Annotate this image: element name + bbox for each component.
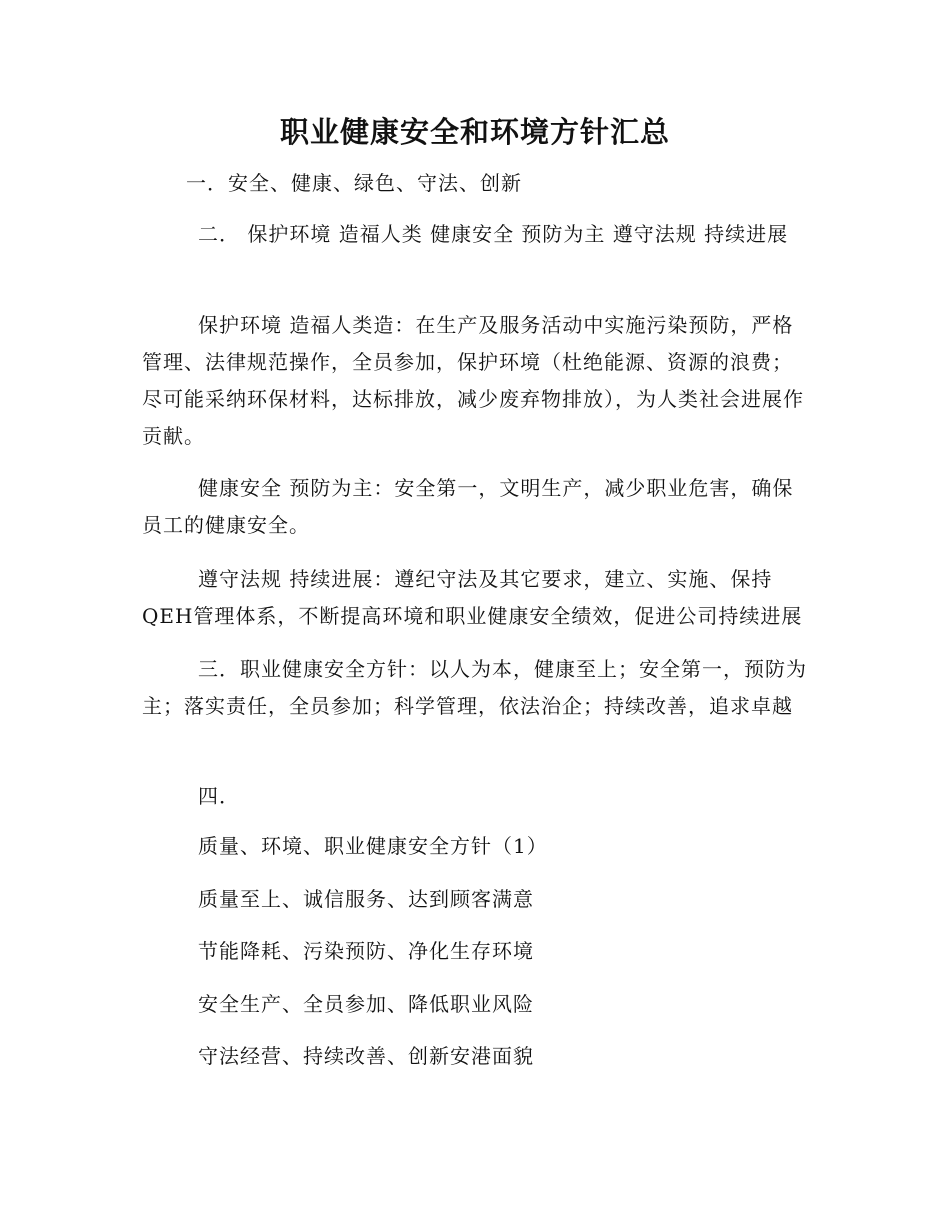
policy-heading: 质量、环境、职业健康安全方针（1） [198, 834, 548, 858]
paragraph-health-safety: 健康安全 预防为主：安全第一，文明生产，减少职业危害，确保员工的健康安全。 [142, 476, 794, 537]
paragraph-principle-one: 一．安全、健康、绿色、守法、创新 [186, 171, 522, 195]
paragraph-environment-protection: 保护环境 造福人类造：在生产及服务活动中实施污染预防，严格管理、法律规范操作，全员参加，保护环境（杜绝能源、资源的浪费；尽可能采纳环保材料，达标排放，减少废弃物排放），为人类社会进展作贡献。 [142, 313, 804, 448]
paragraph-law-compliance: 遵守法规 持续进展：遵纪守法及其它要求，建立、实施、保持QEH管理体系，不断提高环境和职业健康安全绩效，促进公司持续进展 [142, 567, 803, 628]
paragraph-principle-three: 三．职业健康安全方针：以人为本，健康至上；安全第一，预防为主；落实责任，全员参加；科学管理，依法治企；持续改善，追求卓越 [142, 657, 807, 718]
paragraph-principle-two: 二． 保护环境 造福人类 健康安全 预防为主 遵守法规 持续进展 [198, 222, 789, 246]
policy-line-quality: 质量至上、诚信服务、达到顾客满意 [198, 887, 534, 911]
section-four-heading: 四． [198, 784, 240, 808]
document-title: 职业健康安全和环境方针汇总 [279, 115, 670, 149]
policy-line-energy: 节能降耗、污染预防、净化生存环境 [198, 939, 534, 963]
policy-line-safety: 安全生产、全员参加、降低职业风险 [198, 992, 534, 1016]
policy-line-law: 守法经营、持续改善、创新安港面貌 [198, 1044, 534, 1068]
